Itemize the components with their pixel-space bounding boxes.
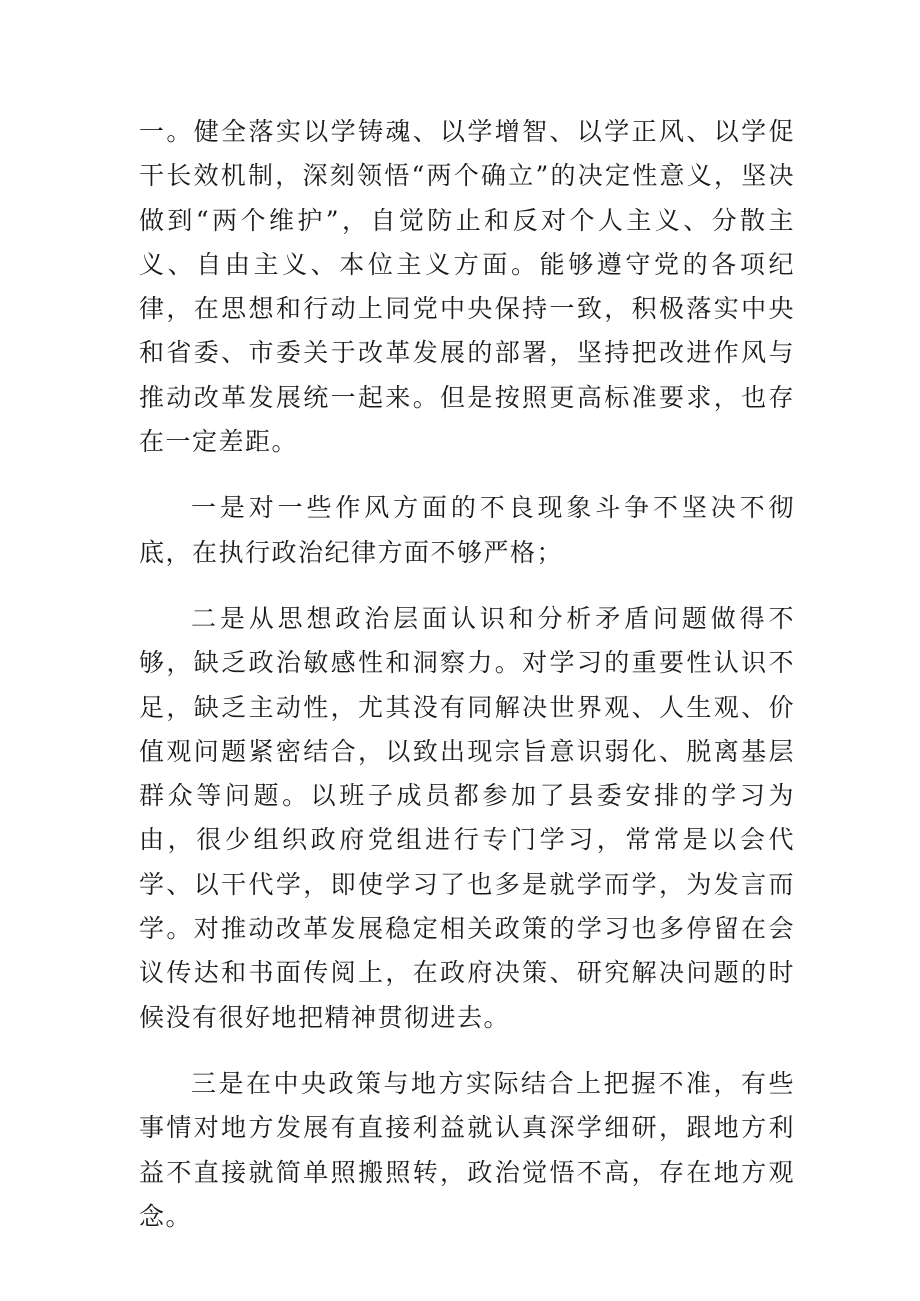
paragraph-point-two: 二是从思想政治层面认识和分析矛盾问题做得不够，缺乏政治敏感性和洞察力。对学习的重要性认识不足，缺乏主动性，尤其没有同解决世界观、人生观、价值观问题紧密结合，以致出现宗旨意识弱化、脱离基层群众等问题。以班子成员都参加了县委安排的学习为由，很少组织政府党组进行专门学习，常常是以会代学、以干代学，即使学习了也多是就学而学，为发言而学。对推动改革发展稳定相关政策的学习也多停留在会议传达和书面传阅上，在政府决策、研究解决问题的时候没有很好地把精神贯彻进去。 xyxy=(139,603,795,1032)
paragraph-point-three: 三是在中央政策与地方实际结合上把握不准，有些事情对地方发展有直接利益就认真深学细研，跟地方利益不直接就简单照搬照转，政治觉悟不高，存在地方观念。 xyxy=(139,1068,795,1231)
paragraph-gap xyxy=(139,575,795,597)
paragraph-intro: 一。健全落实以学铸魂、以学增智、以学正风、以学促干长效机制，深刻领悟“两个确立”的决定性意义，坚决做到“两个维护”，自觉防止和反对个人主义、分散主义、自由主义、本位主义方面。能够遵守党的各项纪律，在思想和行动上同党中央保持一致，积极落实中央和省委、市委关于改革发展的部署，坚持把改进作风与推动改革发展统一起来。但是按照更高标准要求，也存在一定差距。 xyxy=(139,117,795,457)
paragraph-gap xyxy=(139,464,795,486)
paragraph-point-one: 一是对一些作风方面的不良现象斗争不坚决不彻底，在执行政治纪律方面不够严格； xyxy=(139,493,795,567)
document-body xyxy=(139,110,795,1239)
paragraph-gap xyxy=(139,1040,795,1062)
